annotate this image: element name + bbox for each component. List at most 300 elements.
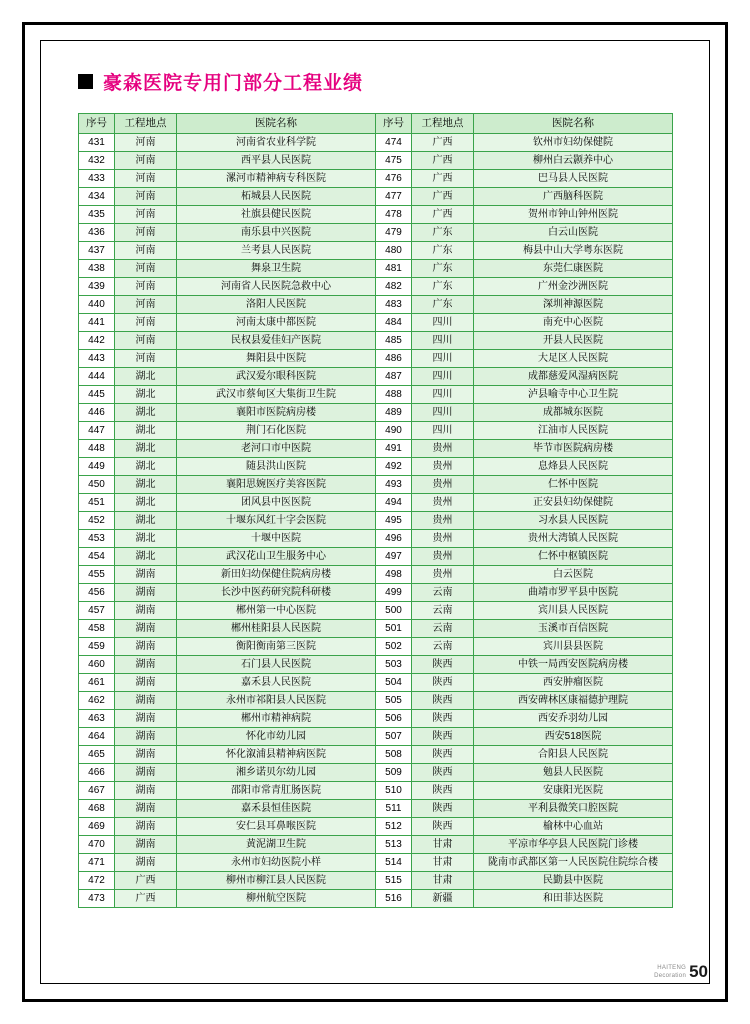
cell-location-left: 湖南 [115, 746, 177, 764]
cell-index-left: 460 [79, 656, 115, 674]
cell-index-right: 489 [376, 404, 412, 422]
table-row [79, 404, 673, 422]
cell-location-left: 湖南 [115, 674, 177, 692]
cell-location-left: 湖北 [115, 458, 177, 476]
cell-hospital-left: 老河口市中医院 [177, 440, 376, 458]
table-row [79, 422, 673, 440]
cell-location-right: 陕西 [412, 728, 474, 746]
cell-index-right: 477 [376, 188, 412, 206]
cell-hospital-left: 西平县人民医院 [177, 152, 376, 170]
cell-hospital-right: 白云山医院 [474, 224, 673, 242]
cell-index-right: 474 [376, 134, 412, 152]
table-row [79, 152, 673, 170]
cell-location-left: 湖北 [115, 548, 177, 566]
cell-hospital-right: 大足区人民医院 [474, 350, 673, 368]
table-header-row [79, 114, 673, 134]
table-row [79, 314, 673, 332]
cell-location-right: 贵州 [412, 476, 474, 494]
cell-index-right: 513 [376, 836, 412, 854]
cell-index-left: 442 [79, 332, 115, 350]
cell-hospital-left: 河南省农业科学院 [177, 134, 376, 152]
cell-index-left: 469 [79, 818, 115, 836]
cell-index-left: 455 [79, 566, 115, 584]
cell-index-right: 497 [376, 548, 412, 566]
cell-hospital-right: 江油市人民医院 [474, 422, 673, 440]
cell-hospital-right: 宾川县县医院 [474, 638, 673, 656]
cell-hospital-right: 和田菲达医院 [474, 890, 673, 908]
cell-location-left: 河南 [115, 278, 177, 296]
cell-index-right: 485 [376, 332, 412, 350]
table-row [79, 206, 673, 224]
cell-hospital-left: 武汉花山卫生服务中心 [177, 548, 376, 566]
cell-index-right: 480 [376, 242, 412, 260]
cell-hospital-left: 武汉爱尔眼科医院 [177, 368, 376, 386]
cell-index-left: 456 [79, 584, 115, 602]
page-content [56, 68, 696, 908]
column-header-location-right: 工程地点 [412, 114, 474, 134]
cell-location-left: 湖南 [115, 692, 177, 710]
table-row [79, 278, 673, 296]
cell-hospital-left: 郴州市精神病院 [177, 710, 376, 728]
cell-index-left: 459 [79, 638, 115, 656]
cell-hospital-right: 成都慈爱风湿病医院 [474, 368, 673, 386]
cell-index-right: 482 [376, 278, 412, 296]
table-row [79, 494, 673, 512]
table-header [79, 114, 673, 134]
cell-hospital-right: 宾川县人民医院 [474, 602, 673, 620]
cell-index-right: 487 [376, 368, 412, 386]
footer-brand [654, 964, 686, 980]
cell-location-left: 湖南 [115, 854, 177, 872]
cell-hospital-right: 息烽县人民医院 [474, 458, 673, 476]
cell-index-right: 481 [376, 260, 412, 278]
cell-index-left: 472 [79, 872, 115, 890]
page-title-text: 豪森医院专用门部分工程业绩 [103, 73, 364, 94]
cell-hospital-right: 陇南市武都区第一人民医院住院综合楼 [474, 854, 673, 872]
cell-location-right: 云南 [412, 602, 474, 620]
cell-location-right: 广西 [412, 206, 474, 224]
cell-location-right: 陕西 [412, 800, 474, 818]
cell-index-left: 451 [79, 494, 115, 512]
table-row [79, 260, 673, 278]
table-row [79, 800, 673, 818]
cell-index-right: 506 [376, 710, 412, 728]
cell-index-right: 512 [376, 818, 412, 836]
cell-location-right: 四川 [412, 386, 474, 404]
cell-hospital-left: 郴州桂阳县人民医院 [177, 620, 376, 638]
cell-location-left: 湖北 [115, 440, 177, 458]
cell-index-left: 438 [79, 260, 115, 278]
cell-location-left: 河南 [115, 206, 177, 224]
cell-location-right: 贵州 [412, 548, 474, 566]
table-row [79, 692, 673, 710]
cell-location-left: 湖南 [115, 728, 177, 746]
table-row [79, 674, 673, 692]
cell-hospital-right: 合阳县人民医院 [474, 746, 673, 764]
cell-location-left: 湖南 [115, 818, 177, 836]
cell-index-left: 432 [79, 152, 115, 170]
cell-hospital-left: 新田妇幼保健住院病房楼 [177, 566, 376, 584]
cell-location-left: 湖南 [115, 764, 177, 782]
cell-hospital-right: 贺州市钟山钟州医院 [474, 206, 673, 224]
cell-location-left: 湖南 [115, 782, 177, 800]
cell-hospital-left: 柘城县人民医院 [177, 188, 376, 206]
cell-hospital-right: 梅县中山大学粤东医院 [474, 242, 673, 260]
cell-hospital-right: 仁怀中枢镇医院 [474, 548, 673, 566]
cell-location-left: 广西 [115, 872, 177, 890]
table-row [79, 440, 673, 458]
cell-location-right: 甘肃 [412, 836, 474, 854]
table-row [79, 764, 673, 782]
cell-index-left: 454 [79, 548, 115, 566]
cell-index-right: 514 [376, 854, 412, 872]
cell-location-left: 河南 [115, 332, 177, 350]
cell-location-right: 广东 [412, 278, 474, 296]
cell-index-left: 466 [79, 764, 115, 782]
cell-index-left: 458 [79, 620, 115, 638]
column-header-hospital-right: 医院名称 [474, 114, 673, 134]
cell-index-left: 435 [79, 206, 115, 224]
title-bullet-square-icon [78, 74, 93, 89]
cell-hospital-left: 河南太康中都医院 [177, 314, 376, 332]
cell-location-right: 陕西 [412, 782, 474, 800]
cell-location-right: 贵州 [412, 530, 474, 548]
cell-hospital-left: 兰考县人民医院 [177, 242, 376, 260]
column-header-hospital-left: 医院名称 [177, 114, 376, 134]
cell-hospital-right: 西安肿瘤医院 [474, 674, 673, 692]
table-row [79, 566, 673, 584]
table-row [79, 890, 673, 908]
table-row [79, 188, 673, 206]
cell-index-right: 504 [376, 674, 412, 692]
cell-hospital-left: 河南省人民医院急救中心 [177, 278, 376, 296]
cell-location-left: 河南 [115, 170, 177, 188]
cell-index-left: 437 [79, 242, 115, 260]
cell-hospital-left: 嘉禾县恒佳医院 [177, 800, 376, 818]
cell-location-left: 广西 [115, 890, 177, 908]
cell-location-left: 湖南 [115, 638, 177, 656]
cell-hospital-left: 嘉禾县人民医院 [177, 674, 376, 692]
cell-hospital-left: 襄阳思婉医疗美容医院 [177, 476, 376, 494]
cell-index-left: 468 [79, 800, 115, 818]
table-row [79, 134, 673, 152]
table-row [79, 854, 673, 872]
cell-location-right: 贵州 [412, 458, 474, 476]
page-number: 50 [689, 962, 708, 981]
cell-location-left: 湖北 [115, 422, 177, 440]
cell-hospital-right: 贵州大湾镇人民医院 [474, 530, 673, 548]
cell-hospital-right: 西安碑林区康福德护理院 [474, 692, 673, 710]
cell-hospital-right: 平凉市华亭县人民医院门诊楼 [474, 836, 673, 854]
cell-index-left: 444 [79, 368, 115, 386]
cell-hospital-right: 仁怀中医院 [474, 476, 673, 494]
footer-brand-line1: HAITENG [657, 965, 687, 971]
cell-index-left: 467 [79, 782, 115, 800]
cell-hospital-left: 舞阳县中医院 [177, 350, 376, 368]
cell-index-right: 495 [376, 512, 412, 530]
cell-hospital-right: 开县人民医院 [474, 332, 673, 350]
cell-location-right: 甘肃 [412, 872, 474, 890]
cell-hospital-left: 郴州第一中心医院 [177, 602, 376, 620]
cell-location-right: 贵州 [412, 440, 474, 458]
cell-hospital-left: 石门县人民医院 [177, 656, 376, 674]
cell-hospital-right: 毕节市医院病房楼 [474, 440, 673, 458]
cell-hospital-left: 黄泥湖卫生院 [177, 836, 376, 854]
cell-location-right: 广东 [412, 296, 474, 314]
cell-index-right: 515 [376, 872, 412, 890]
cell-index-right: 484 [376, 314, 412, 332]
cell-location-left: 湖北 [115, 494, 177, 512]
cell-hospital-right: 习水县人民医院 [474, 512, 673, 530]
table-row [79, 170, 673, 188]
cell-index-right: 511 [376, 800, 412, 818]
cell-hospital-left: 洛阳人民医院 [177, 296, 376, 314]
cell-hospital-right: 勉县人民医院 [474, 764, 673, 782]
cell-location-right: 四川 [412, 368, 474, 386]
column-header-location-left: 工程地点 [115, 114, 177, 134]
cell-hospital-right: 广西脑科医院 [474, 188, 673, 206]
cell-index-right: 478 [376, 206, 412, 224]
table-row [79, 458, 673, 476]
cell-hospital-left: 随县洪山医院 [177, 458, 376, 476]
cell-index-left: 471 [79, 854, 115, 872]
cell-location-right: 云南 [412, 584, 474, 602]
cell-index-right: 490 [376, 422, 412, 440]
cell-location-right: 贵州 [412, 512, 474, 530]
cell-location-left: 河南 [115, 152, 177, 170]
cell-location-left: 湖北 [115, 530, 177, 548]
cell-hospital-left: 长沙中医药研究院科研楼 [177, 584, 376, 602]
cell-index-right: 475 [376, 152, 412, 170]
cell-index-right: 500 [376, 602, 412, 620]
cell-index-left: 434 [79, 188, 115, 206]
table-row [79, 350, 673, 368]
cell-index-right: 507 [376, 728, 412, 746]
cell-location-right: 云南 [412, 620, 474, 638]
cell-index-left: 448 [79, 440, 115, 458]
cell-hospital-left: 舞泉卫生院 [177, 260, 376, 278]
cell-hospital-left: 怀化溆浦县精神病医院 [177, 746, 376, 764]
table-row [79, 746, 673, 764]
cell-hospital-left: 漯河市精神病专科医院 [177, 170, 376, 188]
cell-hospital-left: 衡阳衡南第三医院 [177, 638, 376, 656]
cell-location-left: 湖北 [115, 386, 177, 404]
cell-hospital-left: 十堰东风红十字会医院 [177, 512, 376, 530]
cell-index-right: 483 [376, 296, 412, 314]
cell-location-right: 广西 [412, 134, 474, 152]
cell-hospital-left: 南乐县中兴医院 [177, 224, 376, 242]
table-row [79, 512, 673, 530]
cell-index-left: 464 [79, 728, 115, 746]
cell-index-right: 508 [376, 746, 412, 764]
cell-location-left: 湖南 [115, 710, 177, 728]
cell-location-right: 广西 [412, 152, 474, 170]
table-row [79, 818, 673, 836]
cell-location-left: 河南 [115, 242, 177, 260]
cell-index-right: 496 [376, 530, 412, 548]
cell-hospital-right: 正安县妇幼保健院 [474, 494, 673, 512]
cell-location-right: 广东 [412, 242, 474, 260]
cell-index-left: 441 [79, 314, 115, 332]
table-row [79, 602, 673, 620]
page-footer [654, 964, 708, 980]
cell-hospital-right: 民勤县中医院 [474, 872, 673, 890]
cell-hospital-right: 泸县喻寺中心卫生院 [474, 386, 673, 404]
cell-hospital-left: 柳州航空医院 [177, 890, 376, 908]
cell-hospital-right: 榆林中心血站 [474, 818, 673, 836]
table-row [79, 728, 673, 746]
table-row [79, 296, 673, 314]
cell-index-left: 449 [79, 458, 115, 476]
cell-hospital-left: 民权县爱佳妇产医院 [177, 332, 376, 350]
cell-location-right: 贵州 [412, 494, 474, 512]
performance-table [78, 113, 673, 908]
cell-location-left: 湖北 [115, 476, 177, 494]
cell-hospital-right: 西安乔羽幼儿园 [474, 710, 673, 728]
table-row [79, 476, 673, 494]
cell-hospital-left: 荆门石化医院 [177, 422, 376, 440]
cell-index-right: 501 [376, 620, 412, 638]
cell-location-right: 陕西 [412, 746, 474, 764]
cell-hospital-left: 柳州市柳江县人民医院 [177, 872, 376, 890]
cell-index-right: 476 [376, 170, 412, 188]
cell-index-left: 436 [79, 224, 115, 242]
cell-hospital-right: 成都城东医院 [474, 404, 673, 422]
cell-index-left: 457 [79, 602, 115, 620]
cell-index-left: 453 [79, 530, 115, 548]
cell-hospital-left: 邵阳市常青肛肠医院 [177, 782, 376, 800]
cell-hospital-left: 湘乡诺贝尔幼儿园 [177, 764, 376, 782]
cell-hospital-left: 社旗县健民医院 [177, 206, 376, 224]
cell-hospital-right: 南充中心医院 [474, 314, 673, 332]
cell-location-left: 湖南 [115, 620, 177, 638]
cell-hospital-left: 永州市祁阳县人民医院 [177, 692, 376, 710]
table-row [79, 332, 673, 350]
cell-index-left: 443 [79, 350, 115, 368]
cell-index-left: 439 [79, 278, 115, 296]
cell-location-right: 云南 [412, 638, 474, 656]
cell-index-right: 488 [376, 386, 412, 404]
cell-location-left: 河南 [115, 296, 177, 314]
column-header-index-left: 序号 [79, 114, 115, 134]
cell-location-left: 湖北 [115, 368, 177, 386]
cell-index-right: 502 [376, 638, 412, 656]
cell-location-right: 陕西 [412, 656, 474, 674]
cell-location-left: 湖南 [115, 584, 177, 602]
cell-location-right: 陕西 [412, 692, 474, 710]
table-row [79, 584, 673, 602]
table-row [79, 638, 673, 656]
cell-hospital-left: 团风县中医医院 [177, 494, 376, 512]
table-row [79, 620, 673, 638]
cell-location-right: 陕西 [412, 818, 474, 836]
cell-index-right: 491 [376, 440, 412, 458]
cell-hospital-right: 中铁一局西安医院病房楼 [474, 656, 673, 674]
cell-index-right: 486 [376, 350, 412, 368]
cell-index-left: 470 [79, 836, 115, 854]
cell-index-left: 431 [79, 134, 115, 152]
cell-location-right: 甘肃 [412, 854, 474, 872]
column-header-index-right: 序号 [376, 114, 412, 134]
cell-location-right: 四川 [412, 422, 474, 440]
table-body [79, 134, 673, 908]
cell-location-left: 河南 [115, 134, 177, 152]
footer-brand-line2: Decoration [654, 973, 687, 979]
cell-index-right: 516 [376, 890, 412, 908]
cell-location-left: 湖南 [115, 836, 177, 854]
cell-location-right: 广东 [412, 260, 474, 278]
cell-hospital-left: 安仁县耳鼻喉医院 [177, 818, 376, 836]
cell-hospital-right: 平利县微笑口腔医院 [474, 800, 673, 818]
cell-location-left: 湖南 [115, 602, 177, 620]
cell-index-left: 440 [79, 296, 115, 314]
cell-location-left: 河南 [115, 350, 177, 368]
cell-hospital-left: 怀化市幼儿园 [177, 728, 376, 746]
cell-hospital-right: 白云医院 [474, 566, 673, 584]
table-row [79, 224, 673, 242]
cell-hospital-right: 柳州白云颢养中心 [474, 152, 673, 170]
cell-location-right: 广东 [412, 224, 474, 242]
table-row [79, 710, 673, 728]
cell-index-right: 494 [376, 494, 412, 512]
cell-index-left: 465 [79, 746, 115, 764]
cell-index-right: 503 [376, 656, 412, 674]
cell-location-right: 四川 [412, 314, 474, 332]
cell-index-left: 463 [79, 710, 115, 728]
cell-index-right: 509 [376, 764, 412, 782]
cell-location-right: 广西 [412, 188, 474, 206]
cell-index-left: 446 [79, 404, 115, 422]
table-row [79, 368, 673, 386]
cell-location-left: 河南 [115, 314, 177, 332]
cell-location-right: 四川 [412, 404, 474, 422]
cell-location-right: 陕西 [412, 674, 474, 692]
cell-location-right: 贵州 [412, 566, 474, 584]
cell-index-left: 462 [79, 692, 115, 710]
cell-hospital-right: 巴马县人民医院 [474, 170, 673, 188]
table-row [79, 530, 673, 548]
cell-location-left: 河南 [115, 260, 177, 278]
cell-hospital-left: 襄阳市医院病房楼 [177, 404, 376, 422]
cell-index-left: 450 [79, 476, 115, 494]
cell-index-right: 479 [376, 224, 412, 242]
cell-hospital-left: 永州市妇幼医院小样 [177, 854, 376, 872]
table-row [79, 242, 673, 260]
cell-location-left: 湖北 [115, 512, 177, 530]
cell-hospital-right: 钦州市妇幼保健院 [474, 134, 673, 152]
cell-index-right: 498 [376, 566, 412, 584]
cell-location-right: 新疆 [412, 890, 474, 908]
cell-hospital-right: 玉溪市百信医院 [474, 620, 673, 638]
table-row [79, 782, 673, 800]
page-title [56, 68, 696, 95]
cell-index-right: 510 [376, 782, 412, 800]
cell-location-right: 广西 [412, 170, 474, 188]
cell-index-right: 505 [376, 692, 412, 710]
cell-location-right: 陕西 [412, 764, 474, 782]
cell-index-right: 493 [376, 476, 412, 494]
cell-location-left: 河南 [115, 224, 177, 242]
cell-index-right: 499 [376, 584, 412, 602]
cell-index-left: 452 [79, 512, 115, 530]
table-row [79, 872, 673, 890]
cell-index-left: 447 [79, 422, 115, 440]
cell-location-right: 四川 [412, 332, 474, 350]
cell-location-right: 陕西 [412, 710, 474, 728]
cell-index-left: 445 [79, 386, 115, 404]
cell-location-left: 湖南 [115, 656, 177, 674]
cell-location-left: 湖南 [115, 566, 177, 584]
